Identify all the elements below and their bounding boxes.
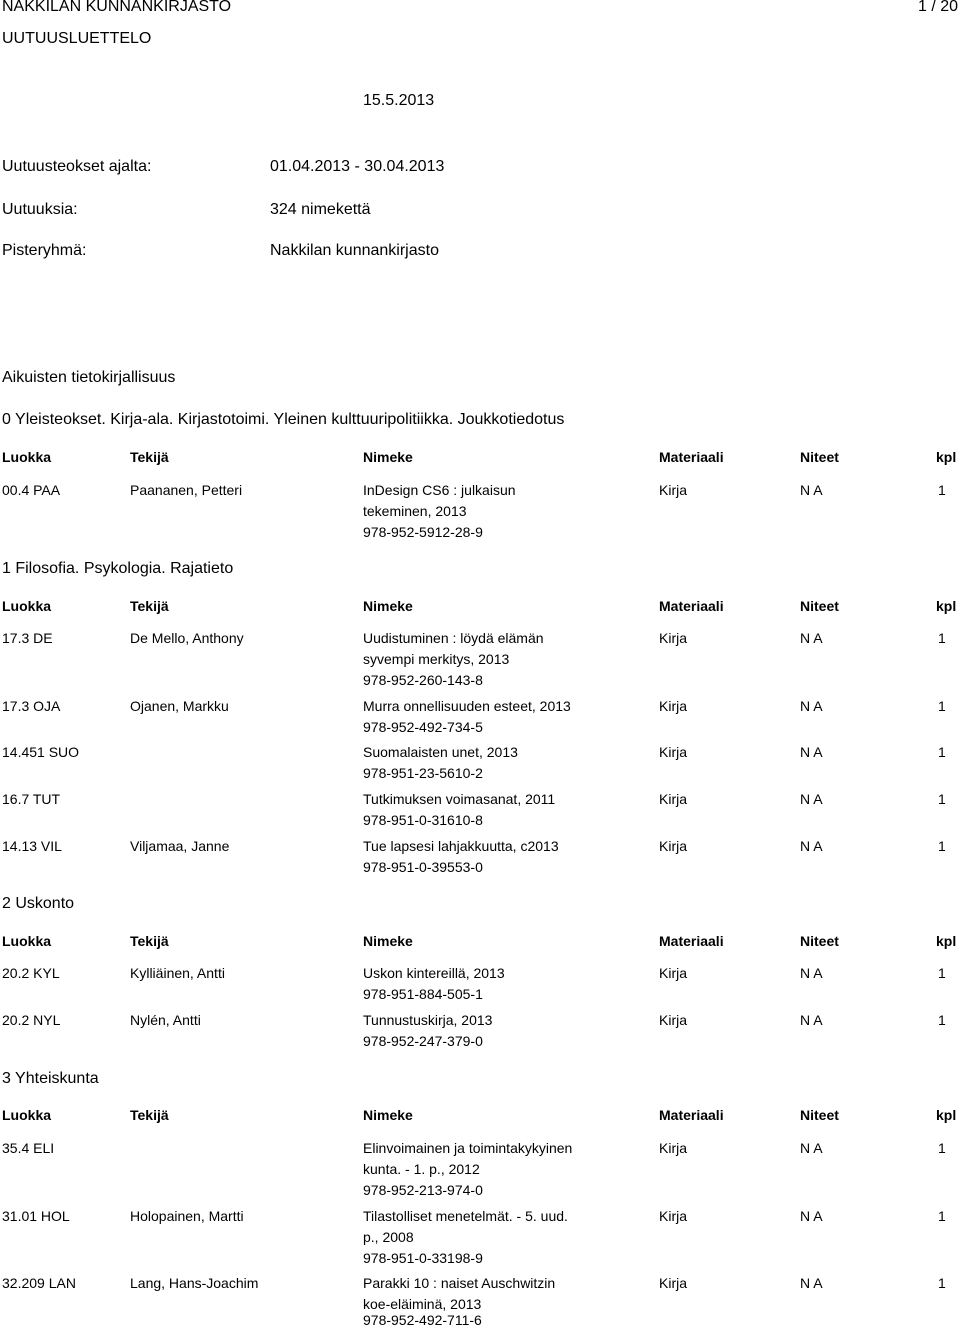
row-kpl: 1 (938, 838, 946, 854)
row-isbn: 978-951-884-505-1 (363, 986, 483, 1002)
row-kpl: 1 (938, 791, 946, 807)
row-materiaali: Kirja (659, 630, 688, 646)
row-isbn: 978-951-23-5610-2 (363, 765, 483, 781)
row-nimeke-1: Uudistuminen : löydä elämän (363, 630, 544, 646)
row-materiaali: Kirja (659, 482, 688, 498)
row-niteet: N A (800, 965, 823, 981)
row-kpl: 1 (938, 1012, 946, 1028)
row-nimeke-1: Tunnustuskirja, 2013 (363, 1012, 493, 1028)
row-nimeke-1: Elinvoimainen ja toimintakykyinen (363, 1140, 573, 1156)
row-kpl: 1 (938, 630, 946, 646)
page-indicator: 1 / 20 (917, 0, 958, 15)
period-label: Uutuusteokset ajalta: (2, 158, 152, 175)
library-name: NAKKILAN KUNNANKIRJASTO (2, 0, 232, 15)
row-isbn: 978-951-0-33198-9 (363, 1250, 483, 1266)
row-kpl: 1 (938, 744, 946, 760)
col-kpl: kpl (936, 933, 957, 949)
row-nimeke-2: koe-eläiminä, 2013 (363, 1296, 482, 1312)
row-tekija: Kylliäinen, Antti (130, 965, 225, 981)
row-niteet: N A (800, 1140, 823, 1156)
col-tekija: Tekijä (130, 933, 169, 949)
col-kpl: kpl (936, 598, 957, 614)
branch-label: Pisteryhmä: (2, 242, 87, 259)
row-nimeke-1: Suomalaisten unet, 2013 (363, 744, 518, 760)
row-tekija: Nylén, Antti (130, 1012, 201, 1028)
row-materiaali: Kirja (659, 965, 688, 981)
row-tekija: Paananen, Petteri (130, 482, 243, 498)
row-nimeke-2: p., 2008 (363, 1229, 414, 1245)
col-niteet: Niteet (800, 1107, 839, 1123)
row-isbn: 978-952-213-974-0 (363, 1182, 483, 1198)
row-nimeke-2: kunta. - 1. p., 2012 (363, 1161, 480, 1177)
row-luokka: 32.209 LAN (2, 1275, 76, 1291)
report-date: 15.5.2013 (363, 92, 435, 109)
col-luokka: Luokka (2, 1107, 52, 1123)
row-luokka: 14.451 SUO (2, 744, 80, 760)
col-niteet: Niteet (800, 449, 839, 465)
row-tekija: De Mello, Anthony (130, 630, 244, 646)
row-materiaali: Kirja (659, 791, 688, 807)
row-niteet: N A (800, 630, 823, 646)
row-nimeke-1: Murra onnellisuuden esteet, 2013 (363, 698, 571, 714)
row-tekija: Lang, Hans-Joachim (130, 1275, 259, 1291)
row-tekija: Ojanen, Markku (130, 698, 229, 714)
period-value: 01.04.2013 - 30.04.2013 (270, 158, 445, 175)
row-nimeke-1: Tutkimuksen voimasanat, 2011 (363, 791, 556, 807)
section-heading: 0 Yleisteokset. Kirja-ala. Kirjastotoimi. Yleinen kulttuuripolitiikka. Joukkotiedotus (2, 411, 565, 428)
branch-value: Nakkilan kunnankirjasto (270, 242, 439, 259)
row-materiaali: Kirja (659, 744, 688, 760)
col-luokka: Luokka (2, 449, 52, 465)
row-luokka: 14.13 VIL (2, 838, 62, 854)
row-materiaali: Kirja (659, 1140, 688, 1156)
col-nimeke: Nimeke (363, 933, 413, 949)
row-luokka: 20.2 KYL (2, 965, 60, 981)
row-nimeke-1: Parakki 10 : naiset Auschwitzin (363, 1275, 556, 1291)
row-niteet: N A (800, 791, 823, 807)
count-value: 324 nimekettä (270, 201, 371, 218)
section-heading: 2 Uskonto (2, 895, 75, 912)
row-nimeke-2: tekeminen, 2013 (363, 503, 467, 519)
row-nimeke-1: Uskon kintereillä, 2013 (363, 965, 505, 981)
row-niteet: N A (800, 1275, 823, 1291)
row-luokka: 17.3 DE (2, 630, 53, 646)
row-materiaali: Kirja (659, 838, 688, 854)
row-kpl: 1 (938, 482, 946, 498)
row-niteet: N A (800, 1012, 823, 1028)
row-niteet: N A (800, 482, 823, 498)
row-isbn: 978-952-492-711-6 (363, 1312, 482, 1328)
row-materiaali: Kirja (659, 1012, 688, 1028)
list-title: UUTUUSLUETTELO (2, 30, 152, 47)
row-luokka: 16.7 TUT (2, 791, 61, 807)
row-isbn: 978-952-260-143-8 (363, 672, 483, 688)
row-luokka: 20.2 NYL (2, 1012, 61, 1028)
col-tekija: Tekijä (130, 1107, 169, 1123)
row-materiaali: Kirja (659, 1275, 688, 1291)
row-materiaali: Kirja (659, 1208, 688, 1224)
section-heading: 3 Yhteiskunta (2, 1070, 99, 1087)
row-niteet: N A (800, 838, 823, 854)
col-luokka: Luokka (2, 933, 52, 949)
col-materiaali: Materiaali (659, 598, 724, 614)
col-materiaali: Materiaali (659, 1107, 724, 1123)
row-isbn: 978-952-492-734-5 (363, 719, 483, 735)
row-kpl: 1 (938, 1140, 946, 1156)
col-materiaali: Materiaali (659, 933, 724, 949)
row-materiaali: Kirja (659, 698, 688, 714)
row-niteet: N A (800, 698, 823, 714)
row-nimeke-2: syvempi merkitys, 2013 (363, 651, 510, 667)
col-niteet: Niteet (800, 598, 839, 614)
row-luokka: 31.01 HOL (2, 1208, 70, 1224)
col-luokka: Luokka (2, 598, 52, 614)
row-tekija: Holopainen, Martti (130, 1208, 244, 1224)
col-kpl: kpl (936, 1107, 957, 1123)
row-luokka: 17.3 OJA (2, 698, 61, 714)
col-materiaali: Materiaali (659, 449, 724, 465)
row-isbn: 978-951-0-31610-8 (363, 812, 483, 828)
row-kpl: 1 (938, 1208, 946, 1224)
col-niteet: Niteet (800, 933, 839, 949)
row-isbn: 978-952-247-379-0 (363, 1033, 483, 1049)
count-label: Uutuuksia: (2, 201, 78, 218)
col-tekija: Tekijä (130, 598, 169, 614)
col-kpl: kpl (936, 449, 957, 465)
row-isbn: 978-951-0-39553-0 (363, 859, 483, 875)
col-nimeke: Nimeke (363, 598, 413, 614)
row-nimeke-1: InDesign CS6 : julkaisun (363, 482, 516, 498)
row-kpl: 1 (938, 698, 946, 714)
section-heading: 1 Filosofia. Psykologia. Rajatieto (2, 560, 234, 577)
row-isbn: 978-952-5912-28-9 (363, 524, 483, 540)
row-kpl: 1 (938, 1275, 946, 1291)
row-tekija: Viljamaa, Janne (130, 838, 230, 854)
row-kpl: 1 (938, 965, 946, 981)
row-niteet: N A (800, 1208, 823, 1224)
col-nimeke: Nimeke (363, 1107, 413, 1123)
row-nimeke-1: Tilastolliset menetelmät. - 5. uud. (363, 1208, 568, 1224)
row-luokka: 00.4 PAA (2, 482, 61, 498)
row-niteet: N A (800, 744, 823, 760)
category-heading: Aikuisten tietokirjallisuus (2, 369, 176, 386)
row-nimeke-1: Tue lapsesi lahjakkuutta, c2013 (363, 838, 559, 854)
col-tekija: Tekijä (130, 449, 169, 465)
col-nimeke: Nimeke (363, 449, 413, 465)
row-luokka: 35.4 ELI (2, 1140, 55, 1156)
